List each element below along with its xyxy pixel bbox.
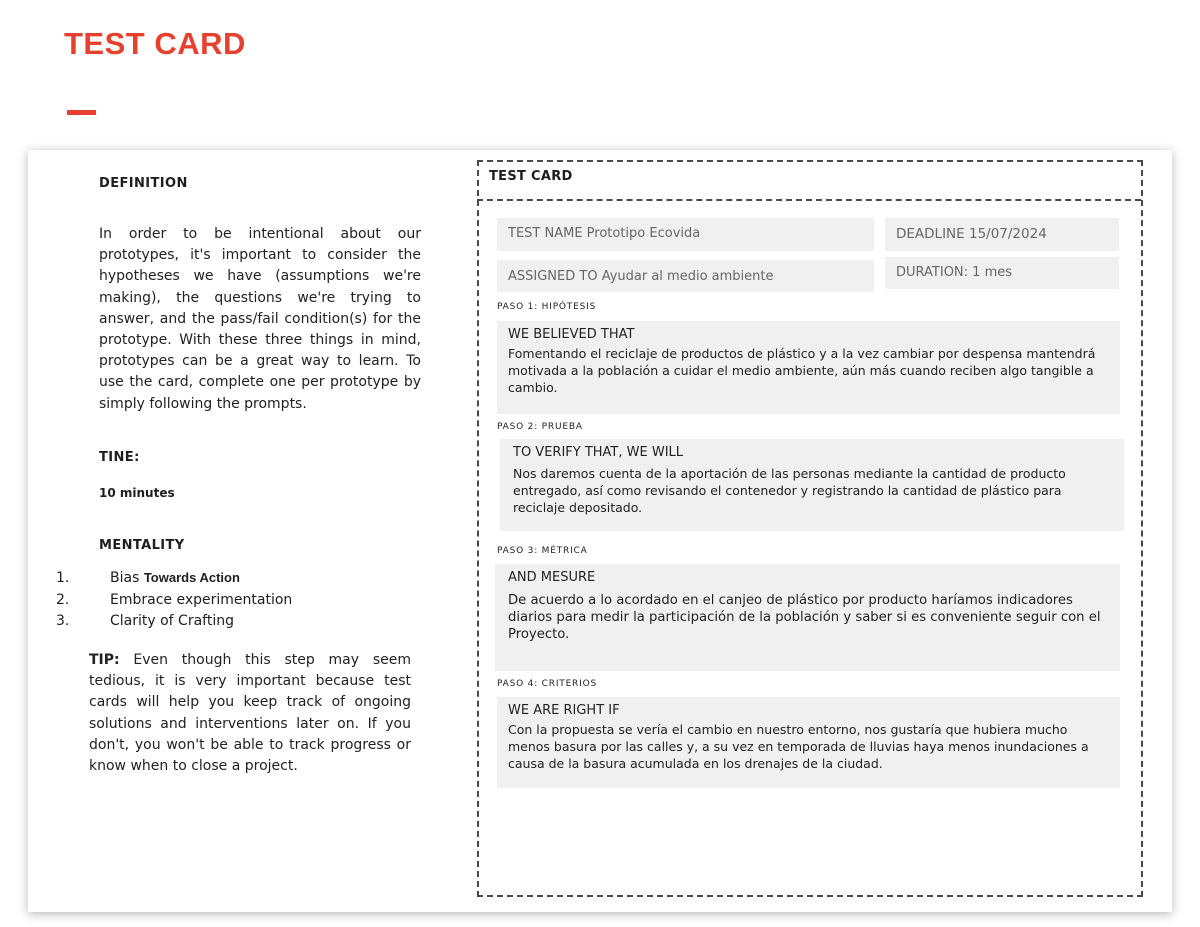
definition-text: In order to be intentional about our prototypes, it's important to consider the hypotheses we have (assumptions we're making), the questions we're trying to answer, and the pass/fail condition(s) for the prototype. With these three things in mind, prototypes can be a great way to learn. To use the card, complete one per prototype by simply following the prompts. [99, 226, 421, 412]
list-number: 1. [56, 570, 70, 586]
step-1-label: PASO 1: HIPÓTESIS [497, 302, 597, 312]
tine-heading: TINE: [99, 450, 140, 465]
list-number: 2. [56, 591, 70, 608]
list-text: Clarity of Crafting [110, 613, 234, 629]
list-text: Embrace experimentation [110, 591, 293, 608]
step-1-box[interactable] [497, 321, 1120, 414]
title-accent-bar [67, 110, 96, 115]
step-2-title: TO VERIFY THAT, WE WILL [513, 445, 684, 460]
step-3-label: PASO 3: MÉTRICA [497, 546, 588, 556]
step-1-text: Fomentando el reciclaje de productos de plástico y a la vez cambiar por despensa mantendrá motivada a la población a cuidar el medio ambiente, aún más cuando reciben algo tangible a cambio. [508, 346, 1096, 395]
step-2-box[interactable] [500, 439, 1124, 531]
step-2-label: PASO 2: PRUEBA [497, 422, 583, 432]
step-3-text: De acuerdo a lo acordado en el canjeo de plástico por producto haríamos indicadores diarios para medir la participación de la población y saber si es conveniente seguir con el Proyecto. [508, 593, 1101, 642]
test-name-field[interactable]: TEST NAME Prototipo Ecovida [497, 218, 874, 251]
step-3-title: AND MESURE [508, 570, 596, 585]
step-2-text: Nos daremos cuenta de la aportación de las personas mediante la cantidad de producto entregado, así como revisando el contenedor y registrando la cantidad de plástico para reciclaje depositado. [513, 466, 1066, 515]
step-4-text: Con la propuesta se vería el cambio en nuestro entorno, nos gustaría que hubiera mucho menos basura por las calles y, a su vez en temporada de lluvias haya menos inundaciones a causa de la basura acumulada en los drenajes de la ciudad. [508, 722, 1089, 771]
tip-text: TIP: Even though this step may seem tedious, it is very important because test cards will help you keep track of ongoing solutions and interventions later on. If you don't, you won't be able to track progress or know when to close a project. [89, 652, 411, 775]
duration-field[interactable]: DURATION: 1 mes [885, 257, 1119, 289]
list-text: Bias Towards Action [110, 570, 240, 586]
tine-value: 10 minutes [99, 486, 175, 500]
mentality-heading: MENTALITY [99, 538, 185, 553]
tip-label: TIP: [89, 652, 120, 668]
deadline-field[interactable]: DEADLINE 15/07/2024 [885, 218, 1119, 251]
page-title: TEST CARD [64, 26, 246, 61]
assigned-to-field[interactable]: ASSIGNED TO Ayudar al medio ambiente [497, 260, 874, 292]
step-3-box[interactable] [495, 564, 1120, 671]
card-title: TEST CARD [489, 169, 573, 184]
step-4-box[interactable] [497, 697, 1120, 788]
list-number: 3. [56, 613, 70, 629]
definition-heading: DEFINITION [99, 176, 188, 191]
step-4-label: PASO 4: CRITERIOS [497, 679, 597, 689]
step-4-title: WE ARE RIGHT IF [508, 703, 620, 718]
card-header-divider [477, 199, 1141, 201]
step-1-title: WE BELIEVED THAT [508, 327, 635, 342]
